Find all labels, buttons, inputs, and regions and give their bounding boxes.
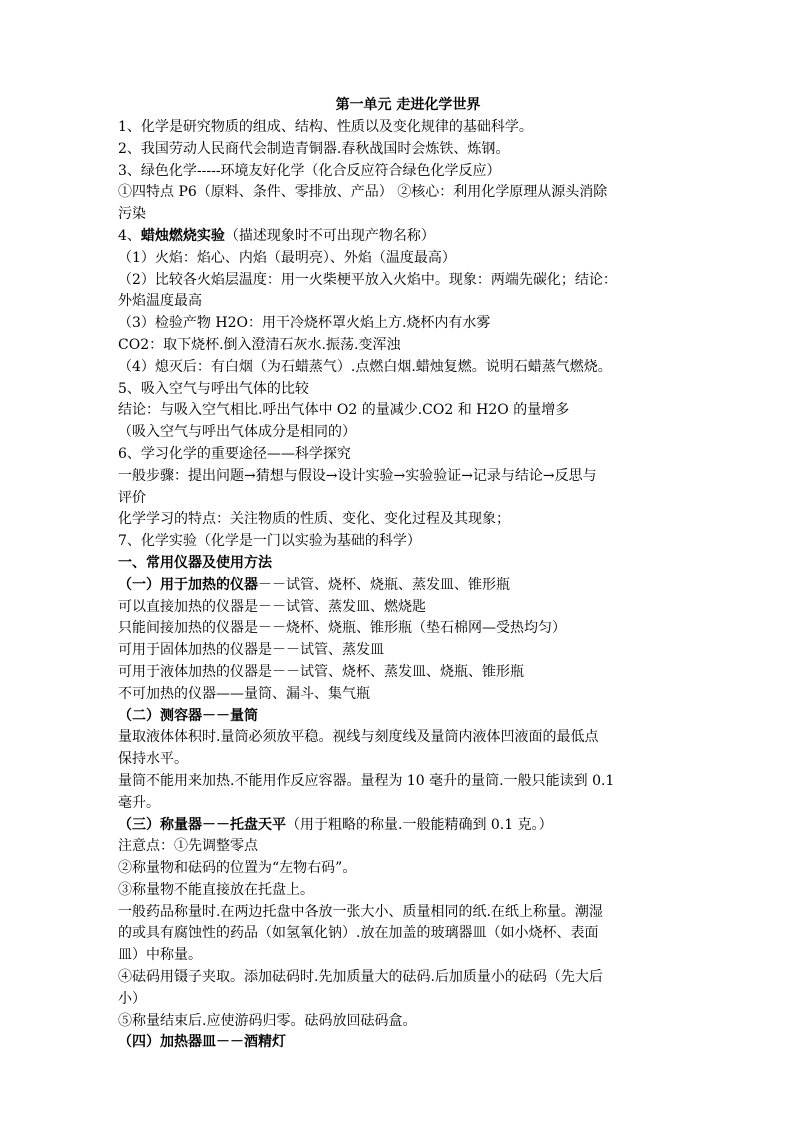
text-segment: 皿）中称量。 <box>118 947 202 964</box>
text-segment: 不可加热的仪器——量筒、漏斗、集气瓶 <box>118 685 370 702</box>
text-line <box>118 335 698 357</box>
text-segment: （2）比较各火焰层温度：用一火柴梗平放入火焰中。现象：两端先碳化；结论： <box>118 271 617 288</box>
text-segment: ②称量物和砝码的位置为“左物右码”。 <box>118 860 357 877</box>
text-line <box>118 923 698 945</box>
text-segment: 7、化学实验（化学是一门以实验为基础的科学） <box>118 533 421 550</box>
text-segment: 外焰温度最高 <box>118 293 202 310</box>
text-line <box>118 749 698 771</box>
text-segment: 一般药品称量时.在两边托盘中各放一张大小、质量相同的纸.在纸上称量。潮湿 <box>118 903 603 920</box>
text-segment: 只能间接加热的仪器是－－烧杯、烧瓶、锥形瓶（垫石棉网—受热均匀） <box>118 620 566 637</box>
text-segment: 1、化学是研究物质的组成、结构、性质以及变化规律的基础科学。 <box>118 119 533 135</box>
text-segment: 毫升。 <box>118 794 160 811</box>
text-line <box>118 400 698 422</box>
bold-text-segment: 蜡烛燃烧实验 <box>140 227 225 244</box>
text-line <box>118 1011 698 1033</box>
text-line <box>118 357 698 379</box>
text-line <box>118 771 698 793</box>
text-segment: ④砝码用镊子夹取。添加砝码时.先加质量大的砝码.后加质量小的砝码（先大后 <box>118 969 603 986</box>
text-line <box>118 662 698 684</box>
text-line <box>118 945 698 967</box>
text-line <box>118 640 698 662</box>
text-line <box>118 531 698 553</box>
text-line <box>118 291 698 313</box>
text-line <box>118 182 698 204</box>
text-line <box>118 575 698 597</box>
text-segment: 污染 <box>118 206 146 223</box>
text-segment: （1）火焰：焰心、内焰（最明亮）、外焰（温度最高） <box>118 249 456 266</box>
bold-text-segment: （一）用于加热的仪器 <box>118 576 258 593</box>
text-line <box>118 488 698 510</box>
text-segment: 可用于液体加热的仪器是－－试管、烧杯、蒸发皿、烧瓶、锥形瓶 <box>118 663 524 680</box>
text-segment: 注意点：①先调整零点 <box>118 838 258 855</box>
text-segment: （用于粗略的称量.一般能精确到 0.1 克。） <box>286 816 553 833</box>
text-segment: 可以直接加热的仪器是－－试管、蒸发皿、燃烧匙 <box>118 598 426 615</box>
text-segment: 的或具有腐蚀性的药品（如氢氧化钠）.放在加盖的玻璃器皿（如小烧杯、表面 <box>118 925 599 942</box>
text-segment: ⑤称量结束后.应使游码归零。砝码放回砝码盒。 <box>118 1012 417 1029</box>
text-line <box>118 793 698 815</box>
text-line <box>118 1032 698 1054</box>
text-segment: （4）熄灭后：有白烟（为石蜡蒸气）.点燃白烟.蜡烛复燃。说明石蜡蒸气燃烧。 <box>118 358 612 375</box>
text-line <box>118 422 698 444</box>
bold-text-segment: （二）测容器－－量筒 <box>118 707 258 724</box>
text-segment: （3）检验产物 H2O：用干冷烧杯罩火焰上方.烧杯内有水雾 <box>118 315 491 332</box>
text-line <box>118 727 698 749</box>
text-segment: 3、绿色化学-----环境友好化学（化合反应符合绿色化学反应） <box>118 162 501 179</box>
text-segment: 一般步骤：提出问题→猜想与假设→设计实验→实验验证→记录与结论→反思与 <box>118 467 597 484</box>
text-line <box>118 618 698 640</box>
text-line <box>118 509 698 531</box>
text-segment: 结论：与吸入空气相比.呼出气体中 O2 的量减少.CO2 和 H2O 的量增多 <box>118 402 570 419</box>
text-segment: 量取液体体积时.量筒必须放平稳。视线与刻度线及量筒内液体凹液面的最低点 <box>118 729 599 746</box>
text-line <box>118 226 698 248</box>
document-title: 第一单元 走进化学世界 <box>335 97 481 113</box>
text-line <box>118 858 698 880</box>
text-line <box>118 597 698 619</box>
text-segment: ①四特点 P6（原料、条件、零排放、产品） ②核心：利用化学原理从源头消除 <box>118 184 608 201</box>
text-line <box>118 706 698 728</box>
text-line <box>118 139 698 161</box>
text-line <box>118 815 698 837</box>
text-line <box>118 466 698 488</box>
text-segment: 化学学习的特点：关注物质的性质、变化、变化过程及其现象； <box>118 511 510 528</box>
text-segment: 6、学习化学的重要途径——科学探究 <box>118 445 351 462</box>
text-line <box>118 684 698 706</box>
text-line <box>118 117 698 139</box>
text-line <box>118 836 698 858</box>
text-segment: 评价 <box>118 489 146 506</box>
document-page <box>118 95 698 1054</box>
text-segment: （吸入空气与呼出气体成分是相同的） <box>118 424 356 441</box>
text-line <box>118 553 698 575</box>
text-segment: 4、 <box>118 227 141 244</box>
text-line <box>118 902 698 924</box>
text-segment: （描述现象时不可出现产物名称） <box>224 227 435 244</box>
text-line <box>118 444 698 466</box>
text-segment: ③称量物不能直接放在托盘上。 <box>118 881 314 898</box>
text-segment: －－试管、烧杯、烧瓶、蒸发皿、锥形瓶 <box>258 576 510 593</box>
document-body <box>118 117 698 1054</box>
text-line <box>118 313 698 335</box>
bold-text-segment: 一、常用仪器及使用方法 <box>118 554 272 571</box>
text-segment: 保持水平。 <box>118 751 188 768</box>
text-line <box>118 270 698 292</box>
text-line <box>118 880 698 902</box>
bold-text-segment: （四）加热器皿－－酒精灯 <box>118 1034 286 1051</box>
text-segment: 2、我国劳动人民商代会制造青铜器.春秋战国时会炼铁、炼钢。 <box>118 140 510 157</box>
bold-text-segment: （三）称量器－－托盘天平 <box>118 816 286 833</box>
text-segment: 小） <box>118 990 146 1007</box>
text-line <box>118 204 698 226</box>
text-segment: 量筒不能用来加热.不能用作反应容器。量程为 10 毫升的量筒.一般只能读到 0.1 <box>118 772 615 789</box>
text-segment: CO2：取下烧杯.倒入澄清石灰水.振荡.变浑浊 <box>118 336 401 353</box>
text-line <box>118 248 698 270</box>
text-segment: 可用于固体加热的仪器是－－试管、蒸发皿 <box>118 642 384 659</box>
text-line <box>118 989 698 1011</box>
text-line <box>118 967 698 989</box>
text-line <box>118 379 698 401</box>
text-line <box>118 161 698 183</box>
text-segment: 5、吸入空气与呼出气体的比较 <box>118 380 309 397</box>
